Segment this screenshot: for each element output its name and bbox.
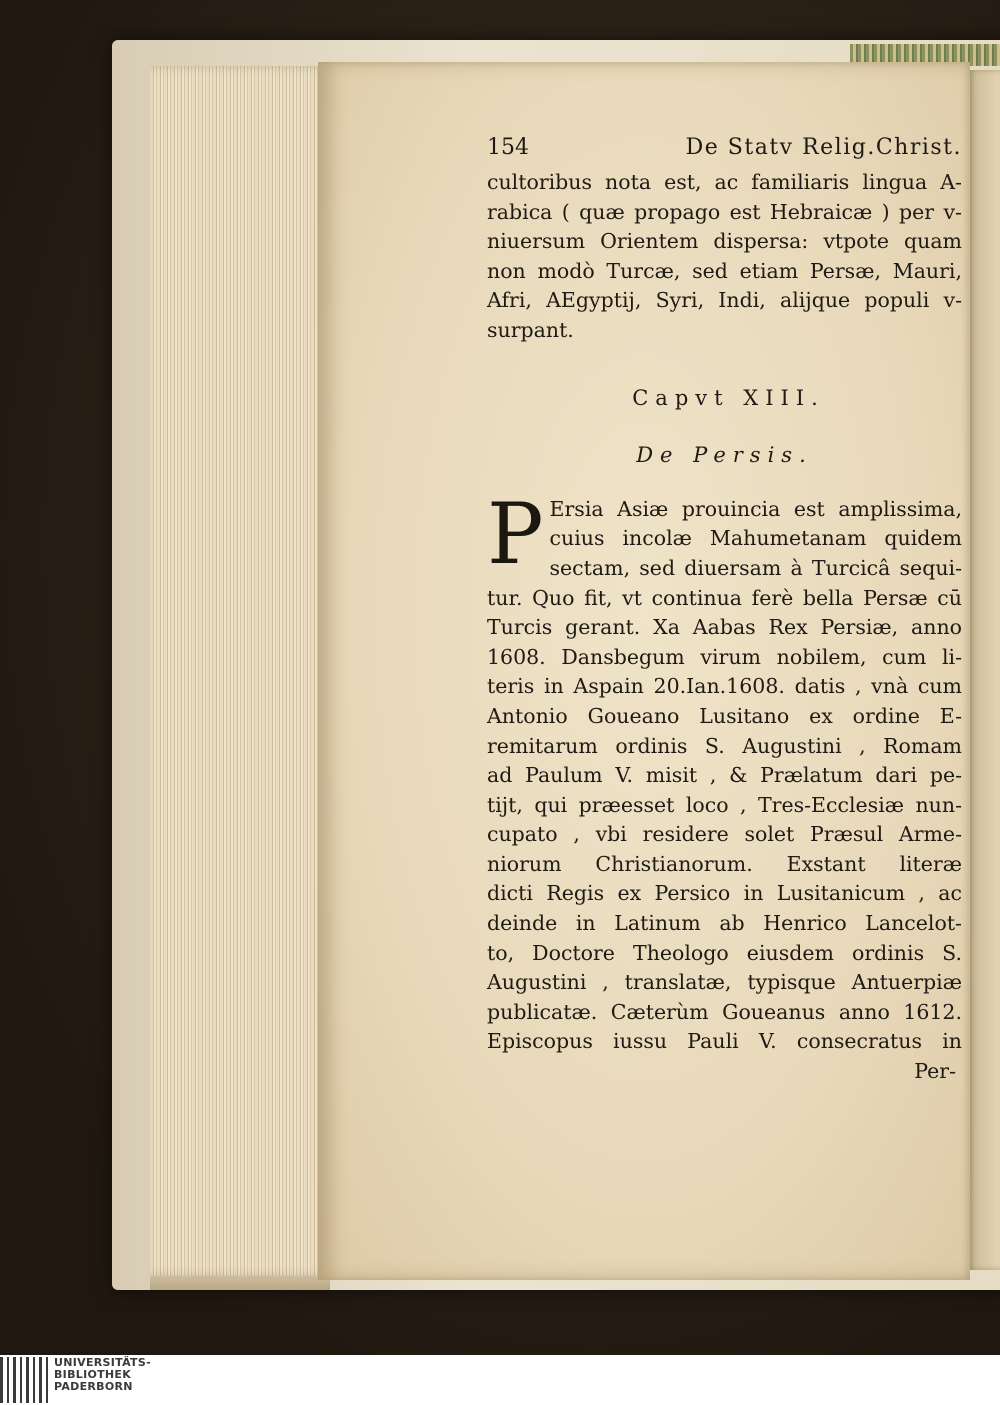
facing-page-edge <box>968 70 1000 1270</box>
text-line: Augustini , translatæ, typisque Antuerpiæ <box>487 970 962 995</box>
text-line: niorum Christianorum. Exstant literæ <box>487 851 962 876</box>
logo-line: UNIVERSITÄTS- <box>54 1356 151 1369</box>
text-line: teris in Aspain 20.Ian.1608. datis , vnà cum <box>487 674 962 699</box>
text-line: cuius incolæ Mahumetanam quidem <box>549 526 962 551</box>
text-line: non modò Turcæ, sed etiam Persæ, Mauri, <box>487 258 962 283</box>
page-stack-edge <box>150 66 330 1276</box>
text-line: publicatæ. Cæterùm Goueanus anno 1612. <box>487 999 962 1024</box>
text-line: 1608. Dansbegum virum nobilem, cum li- <box>487 644 962 669</box>
drop-cap: P <box>487 484 544 583</box>
library-logo-text <box>54 1357 151 1393</box>
text-line: deinde in Latinum ab Henrico Lancelot- <box>487 911 962 936</box>
text-line: surpant. <box>487 317 574 342</box>
library-logo-icon <box>0 1357 48 1403</box>
text-line: niuersum Orientem dispersa: vtpote quam <box>487 229 962 254</box>
text-line: dicti Regis ex Persico in Lusitanicum , ac <box>487 881 962 906</box>
text-line: Episcopus iussu Pauli V. consecratus in <box>487 1029 962 1054</box>
running-head-title: De Statv Relig.Christ. <box>685 135 962 160</box>
text-line: remitarum ordinis S. Augustini , Romam <box>487 733 962 758</box>
text-line: ad Paulum V. misit , & Prælatum dari pe- <box>487 763 962 788</box>
logo-line: PADERBORN <box>54 1380 133 1393</box>
text-line: Ersia Asiæ prouincia est amplissima, <box>549 496 962 521</box>
chapter-heading: Capvt XIII. <box>632 385 825 410</box>
page-number: 154 <box>487 135 529 160</box>
text-line: rabica ( quæ propago est Hebraicæ ) per v- <box>487 199 962 224</box>
text-line: sectam, sed diuersam à Turcicâ sequi- <box>549 555 962 580</box>
running-header <box>487 128 962 168</box>
catchword: Per- <box>914 1059 956 1084</box>
text-line: Antonio Goueano Lusitano ex ordine E- <box>487 703 962 728</box>
paragraph <box>487 484 962 1057</box>
text-line: Turcis gerant. Xa Aabas Rex Persiæ, anno <box>487 615 962 640</box>
text-line: to, Doctore Theologo eiusdem ordinis S. <box>487 940 962 965</box>
text-line: Afri, AEgyptij, Syri, Indi, alijque populi v- <box>487 288 962 313</box>
chapter-subtitle: De Persis. <box>636 443 813 468</box>
text-line: cupato , vbi residere solet Præsul Arme- <box>487 822 962 847</box>
text-line: tur. Quo fit, vt continua ferè bella Persæ cū <box>487 585 962 610</box>
text-line: cultoribus nota est, ac familiaris lingua A- <box>487 170 962 194</box>
text-line: tijt, qui præesset loco , Tres-Ecclesiæ nun- <box>487 792 962 817</box>
page-text <box>487 128 962 1087</box>
logo-line: BIBLIOTHEK <box>54 1368 132 1381</box>
